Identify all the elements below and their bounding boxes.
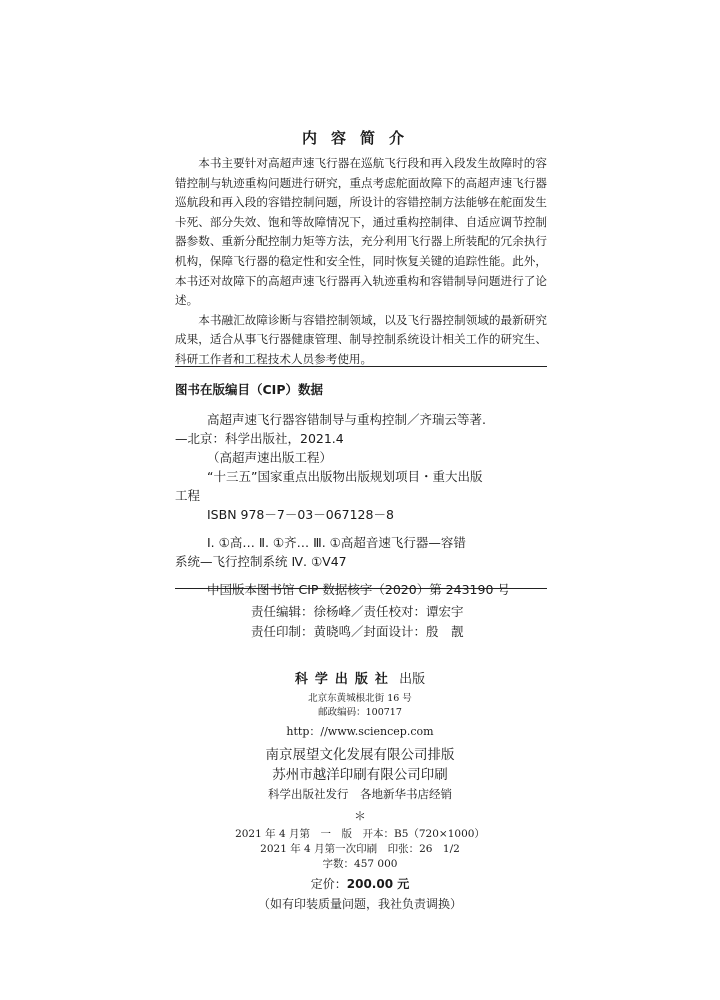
divider-top [175, 366, 547, 367]
cip-line: （高超声速出版工程） [207, 450, 333, 465]
cip-record-number: 中国版本图书馆 CIP 数据核字（2020）第 243190 号 [207, 582, 510, 597]
cip-classification: 系统—飞行控制系统 Ⅳ. ①V47 [175, 554, 347, 569]
summary-paragraph: 本书融汇故障诊断与容错控制领域，以及飞行器控制领域的最新研究成果，适合从事飞行器健康管理、制导控制系统设计相关工作的研究生、科研工作者和工程技术人员参考使用。 [175, 312, 547, 366]
summary-paragraph: 本书主要针对高超声速飞行器在巡航飞行段和再入段发生故障时的容错控制与轨迹重构问题进行研究，重点考虑舵面故障下的高超声速飞行器巡航段和再入段的容错控制问题，所设计的容错控制方法能够在舵面发生卡死、部分失效、饱和等故障情况下，通过重构控制律、自适应调节控制器参数、重新分配控制力矩等方法，充分利用飞行器上所装配的冗余执行机构，保障飞行器的稳定性和安全性，同时恢复关键的追踪性能。此外，本书还对故障下的高超声速飞行器再入轨迹重构和容错制导问题进行了论述。 [175, 156, 547, 308]
cip-line: 工程 [175, 488, 201, 503]
summary-text [175, 154, 547, 370]
cip-heading: 图书在版编目（CIP）数据 [175, 382, 323, 397]
publisher-address: 北京东黄城根北街 16 号 [308, 693, 412, 704]
publisher-suffix: 出版 [399, 672, 426, 687]
publisher-postcode: 邮政编码：100717 [318, 707, 402, 718]
publisher-logo-text: 科学出版社 [294, 672, 395, 687]
cip-line: “十三五”国家重点出版物出版规划项目・重大出版 [207, 469, 483, 484]
printer-line: 苏州市越洋印刷有限公司印刷 [272, 767, 448, 783]
edition-line: 2021 年 4 月第 一 版 开本：B5（720×1000） [235, 828, 485, 840]
publisher-name [0, 668, 720, 687]
cip-classification: Ⅰ. ①高… Ⅱ. ①齐… Ⅲ. ①高超音速飞行器—容错 [207, 535, 466, 550]
cip-block [175, 380, 547, 599]
cip-line: 高超声速飞行器容错制导与重构控制／齐瑞云等著. [207, 412, 486, 427]
price-value: 200.00 元 [346, 877, 410, 891]
section-title: 内容简介 [301, 129, 418, 147]
divider-bottom [175, 588, 547, 589]
distribution-line: 科学出版社发行 各地新华书店经销 [268, 787, 452, 801]
credits-line: 责任印制：黄晓鸣／封面设计：殷 靓 [251, 624, 464, 639]
separator-star: ＊ [353, 809, 366, 823]
cip-line: ISBN 978－7－03－067128－8 [207, 507, 394, 522]
credits-line: 责任编辑：徐杨峰／责任校对：谭宏宇 [251, 604, 464, 619]
quality-notice: （如有印装质量问题，我社负责调换） [257, 897, 462, 911]
edition-line: 2021 年 4 月第一次印刷 印张：26 1/2 [260, 843, 460, 855]
price-line [0, 874, 720, 894]
edition-line: 字数：457 000 [322, 858, 398, 870]
typesetter-line: 南京展望文化发展有限公司排版 [265, 747, 455, 763]
credits-block [175, 602, 547, 642]
price-label: 定价： [310, 877, 347, 891]
publisher-block [0, 668, 720, 914]
publisher-website: http：//www.sciencep.com [286, 725, 434, 738]
cip-line: —北京：科学出版社，2021.4 [175, 431, 344, 446]
edition-info [0, 827, 720, 872]
